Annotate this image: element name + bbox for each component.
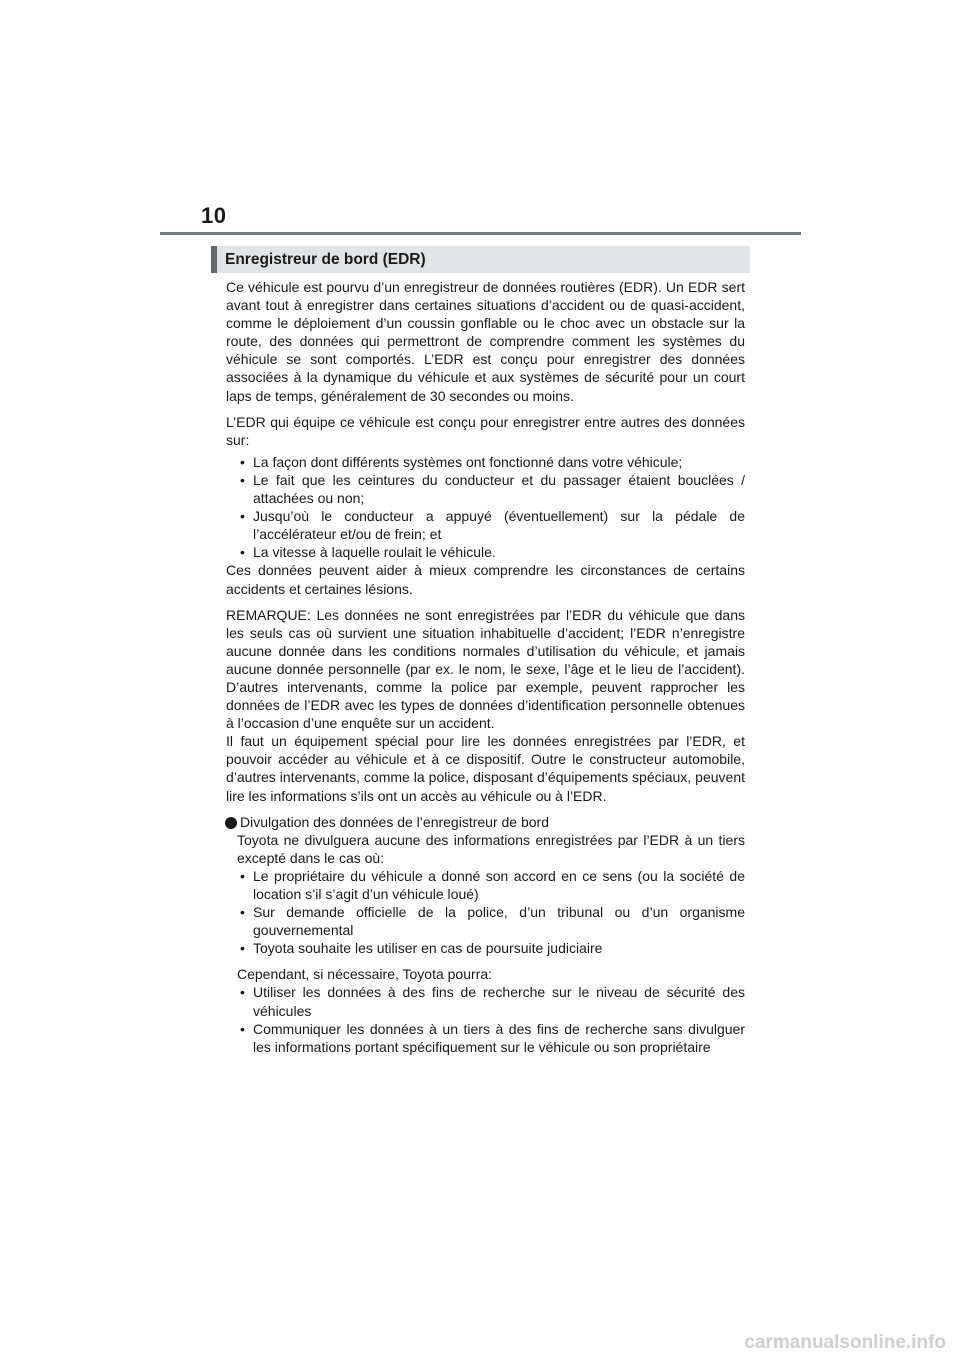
remarque-paragraph: REMARQUE: Les données ne sont enregistrées par l’EDR du véhicule que dans les seuls cas où survient une situation inhabituelle d’accident; l’EDR n’enregistre aucune donnée dans les conditions normales d’utilisation du véhicule, et jamais aucune donnée personnelle (par ex. le nom, le sexe, l’âge et le lieu de l’accident). D’autres intervenants, comme la police par exemple, peuvent rapprocher les données de l’EDR avec les types de données d’identification personnelle obtenues à l’occasion d’une enquête sur un accident. (226, 606, 745, 732)
list-item: • La vitesse à laquelle roulait le véhicule. (226, 543, 745, 561)
watermark: carmanualsonline.info (744, 1332, 946, 1353)
toyota-uses-list (237, 983, 745, 1055)
equipment-paragraph: Il faut un équipement spécial pour lire les données enregistrées par l’EDR, et pouvoir accéder au véhicule et à ce dispositif. Outre le constructeur automobile, d’autres intervenants, comme la police, disposant d’équipements spéciaux, peuvent lire les informations s’ils ont un accès au véhicule ou à l’EDR. (226, 733, 745, 804)
header-rule (160, 232, 801, 235)
recorded-data-list (226, 453, 745, 562)
disclosure-heading: Divulgation des données de l’enregistreur de bord (240, 813, 549, 830)
list-item: • Communiquer les données à un tiers à des fins de recherche sans divulguer les informations portant spécifiquement sur le véhicule ou son propriétaire (237, 1020, 745, 1056)
disclosure-section (226, 813, 745, 831)
list-item: • La façon dont différents systèmes ont fonctionné dans votre véhicule; (226, 453, 745, 471)
disclosure-cases-list (237, 867, 745, 957)
page-number: 10 (201, 203, 227, 228)
section-heading: Enregistreur de bord (EDR) (211, 246, 750, 273)
document-body (226, 278, 745, 1056)
list-item: • Toyota souhaite les utiliser en cas de poursuite judiciaire (237, 939, 745, 957)
list-item: • Sur demande officielle de la police, d’un tribunal ou d’un organisme gouvernemental (237, 903, 745, 939)
however-paragraph: Cependant, si nécessaire, Toyota pourra: (237, 966, 493, 983)
list-item: • Jusqu’où le conducteur a appuyé (éventuellement) sur la pédale de l’accélérateur et/ou de frein; et (226, 507, 745, 543)
intro-paragraph: Ce véhicule est pourvu d’un enregistreur de données routières (EDR). Un EDR sert avant tout à enregistrer dans certaines situations d’accident ou de quasi-accident, comme le déploiement d’un coussin gonflable ou le choc avec un obstacle sur la route, des données qui permettront de comprendre comment les systèmes du véhicule se sont comportés. L’EDR est conçu pour enregistrer des données associées à la dynamique du véhicule et aux systèmes de sécurité pour un court laps de temps, généralement de 30 secondes ou moins. (226, 279, 745, 404)
disclosure-body (226, 831, 745, 1056)
data-outro-paragraph: Ces données peuvent aider à mieux comprendre les circonstances de certains accidents et certaines lésions. (226, 562, 745, 597)
bullet-dot-icon (225, 817, 237, 829)
list-item: • Le propriétaire du véhicule a donné son accord en ce sens (ou la société de location s’il s’agit d’un véhicule loué) (237, 867, 745, 903)
data-intro-paragraph: L’EDR qui équipe ce véhicule est conçu pour enregistrer entre autres des données sur: (226, 413, 745, 448)
list-item: • Le fait que les ceintures du conducteur et du passager étaient bouclées / attachées ou non; (226, 471, 745, 507)
list-item: • Utiliser les données à des fins de recherche sur le niveau de sécurité des véhicules (237, 983, 745, 1019)
disclosure-intro: Toyota ne divulguera aucune des informations enregistrées par l’EDR à un tiers excepté dans le cas où: (237, 831, 745, 866)
